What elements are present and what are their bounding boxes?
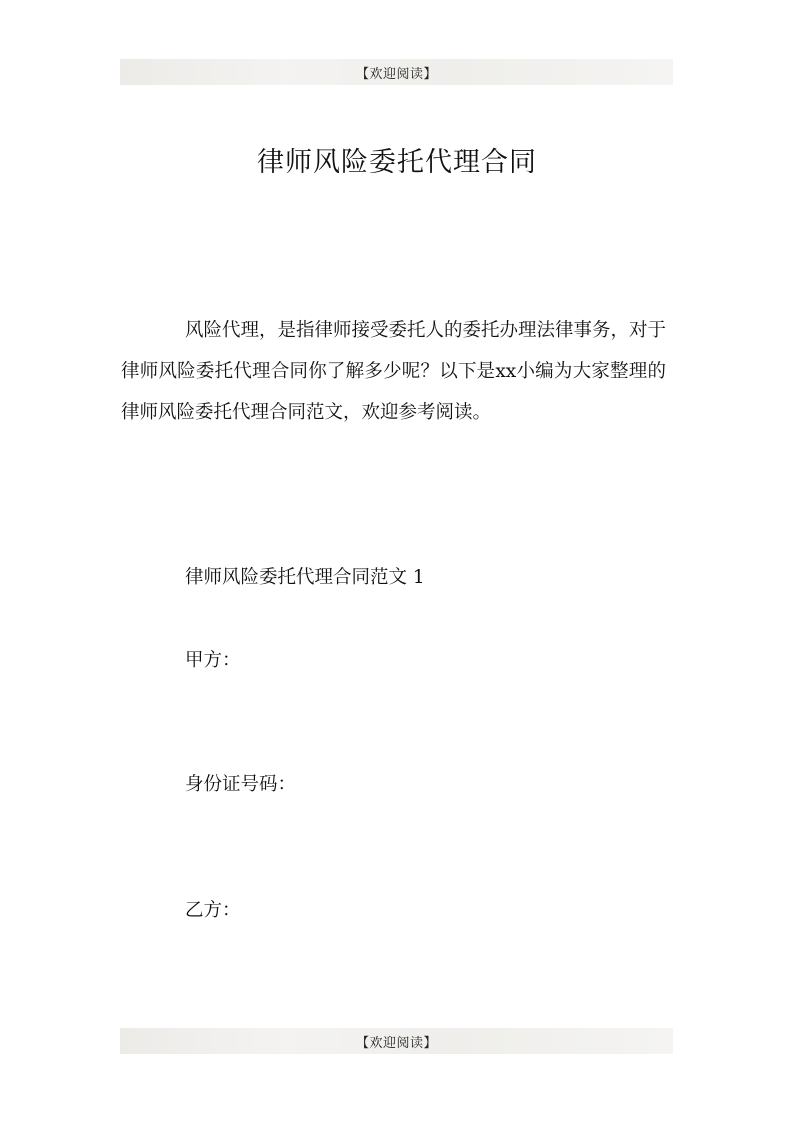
intro-paragraph: 风险代理，是指律师接受委托人的委托办理法律事务，对于律师风险委托代理合同你了解多少呢？以下是xx小编为大家整理的律师风险委托代理合同范文，欢迎参考阅读。 bbox=[121, 320, 667, 423]
sample-heading: 律师风险委托代理合同范文 1 bbox=[185, 567, 425, 588]
header-banner bbox=[120, 59, 673, 85]
party-a-label: 甲方： bbox=[185, 650, 241, 671]
id-number-label: 身份证号码： bbox=[185, 774, 297, 795]
footer-banner bbox=[120, 1028, 673, 1054]
header-banner-text: 【欢迎阅读】 bbox=[355, 66, 437, 82]
party-b-label: 乙方： bbox=[185, 900, 241, 921]
document-title: 律师风险委托代理合同 bbox=[257, 147, 537, 178]
footer-banner-text: 【欢迎阅读】 bbox=[355, 1035, 437, 1051]
